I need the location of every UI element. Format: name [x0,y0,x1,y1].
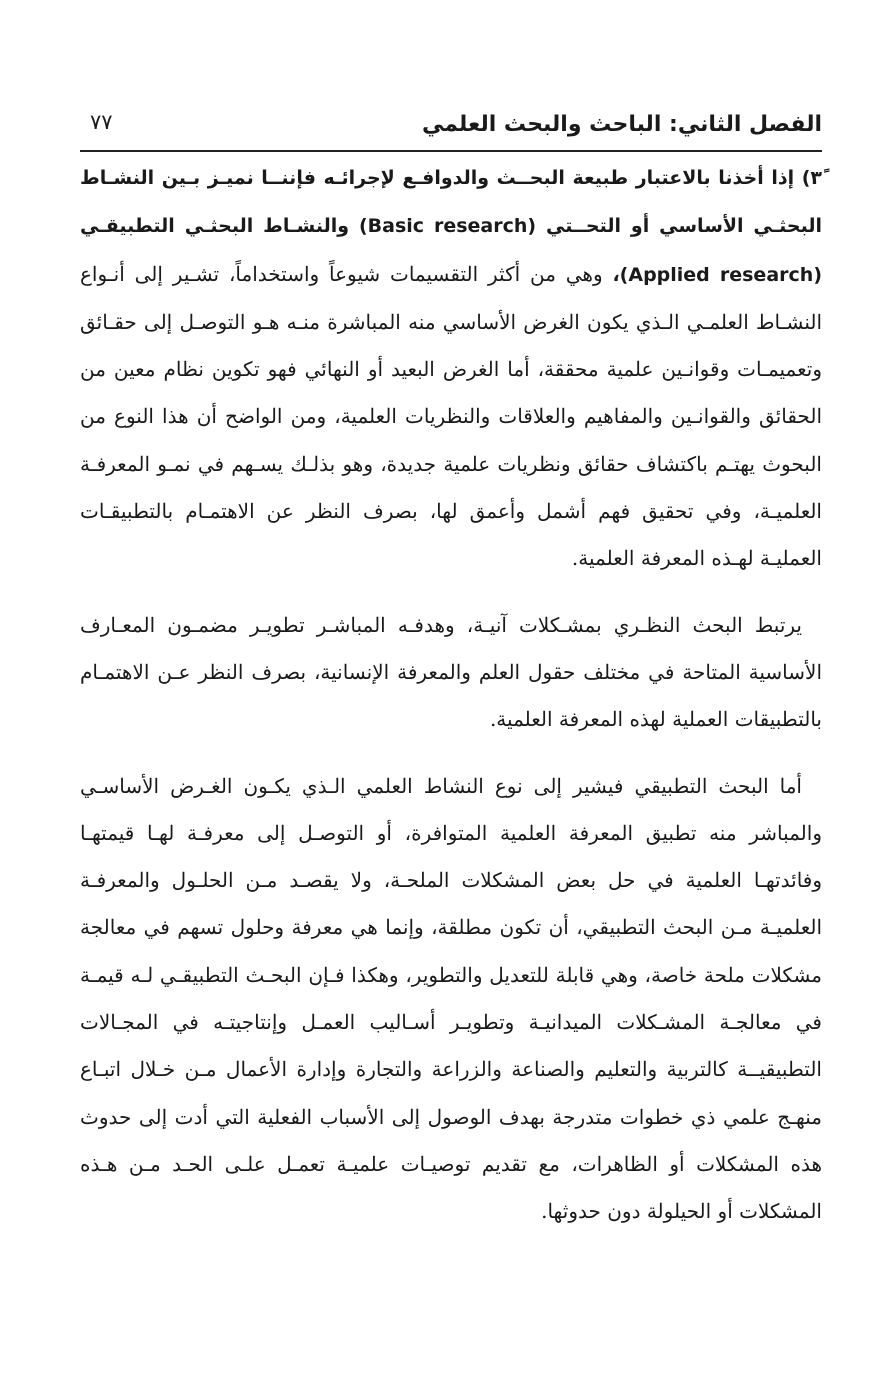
page-number: ٧٧ [90,110,113,134]
paragraph-basic-vs-applied [80,154,822,583]
body-text [80,154,822,1236]
paragraph-text: وهي من أكثر التقسيمات شيوعاً واستخداماً، تشـير إلى أنـواع النشـاط العلمـي الـذي يكون الغرض الأساسي منه المباشرة منـه هـو التوصـل إلى حقـائق وتعميمـات وقوانـين علمية محققة، أما الغرض البعيد أو النهائي فهو تكوين نظام معين من الحقائق والقوانـين والمفاهيم والعلاقات والنظريات العلمية، ومن الواضح أن هذا النوع من البحوث يهتـم باكتشاف حقائق ونظريات علمية جديدة، وهو بذلـك يسـهم في نمـو المعرفـة العلميـة، وفي تحقيق فهم أشمل وأعمق لها، بصرف النظر عن الاهتمـام بالتطبيقـات العمليـة لهـذه المعرفة العلمية. [80,261,822,571]
paragraph-applied-research: أما البحث التطبيقي فيشير إلى نوع النشاط العلمي الـذي يكـون الغـرض الأساسـي والمباشر منه تطبيق المعرفة العلمية المتوافرة، أو التوصـل إلى معرفـة لهـا قيمتهـا وفائدتهـا العلمية في حل بعض المشكلات الملحـة، ولا يقصـد مـن الحلـول والمعرفـة العلميـة مـن البحث التطبيقي، أن تكون مطلقة، وإنما هي معرفة وحلول تسهم في معالجة مشكلات ملحة خاصة، وهي قابلة للتعديل والتطوير، وهكذا فـإن البحـث التطبيقـي لـه قيمـة في معالجـة المشـكلات الميدانيـة وتطويـر أسـاليب العمـل وإنتاجيتـه في المجـالات التطبيقيــة كالتربية والتعليم والصناعة والزراعة والتجارة وإدارة الأعمال مـن خـلال اتبـاع منهـج علمي ذي خطوات متدرجة بهدف الوصول إلى الأسباب الفعلية التي أدت إلى حدوث هذه المشكلات أو الظاهرات، مع تقديم توصيـات علميـة تعمـل علـى الحـد مـن هـذه المشكلات أو الحيلولة دون حدوثها. [80,773,823,1224]
paragraph-theoretical-research: يرتبط البحث النظـري بمشـكلات آنيـة، وهدفـه المباشـر تطويـر مضمـون المعـارف الأساسية المتاحة في مختلف حقول العلم والمعرفة الإنسانية، بصرف النظر عـن الاهتمـام بالتطبيقات العملية لهذه المعرفة العلمية. [80,612,822,732]
chapter-title: الفصل الثاني: الباحث والبحث العلمي [422,112,822,137]
paragraph-heading: ٣ً) إذا أخذنا بالاعتبار طبيعة البحــث والدوافـع لإجرائـه فإننــا نميـز بـين النشـاط البحثـي الأساسي أو التحــتي (Basic research) والنشـاط البحثـي التطبيقـي (Applied research)، [80,167,822,286]
running-header [80,104,822,152]
